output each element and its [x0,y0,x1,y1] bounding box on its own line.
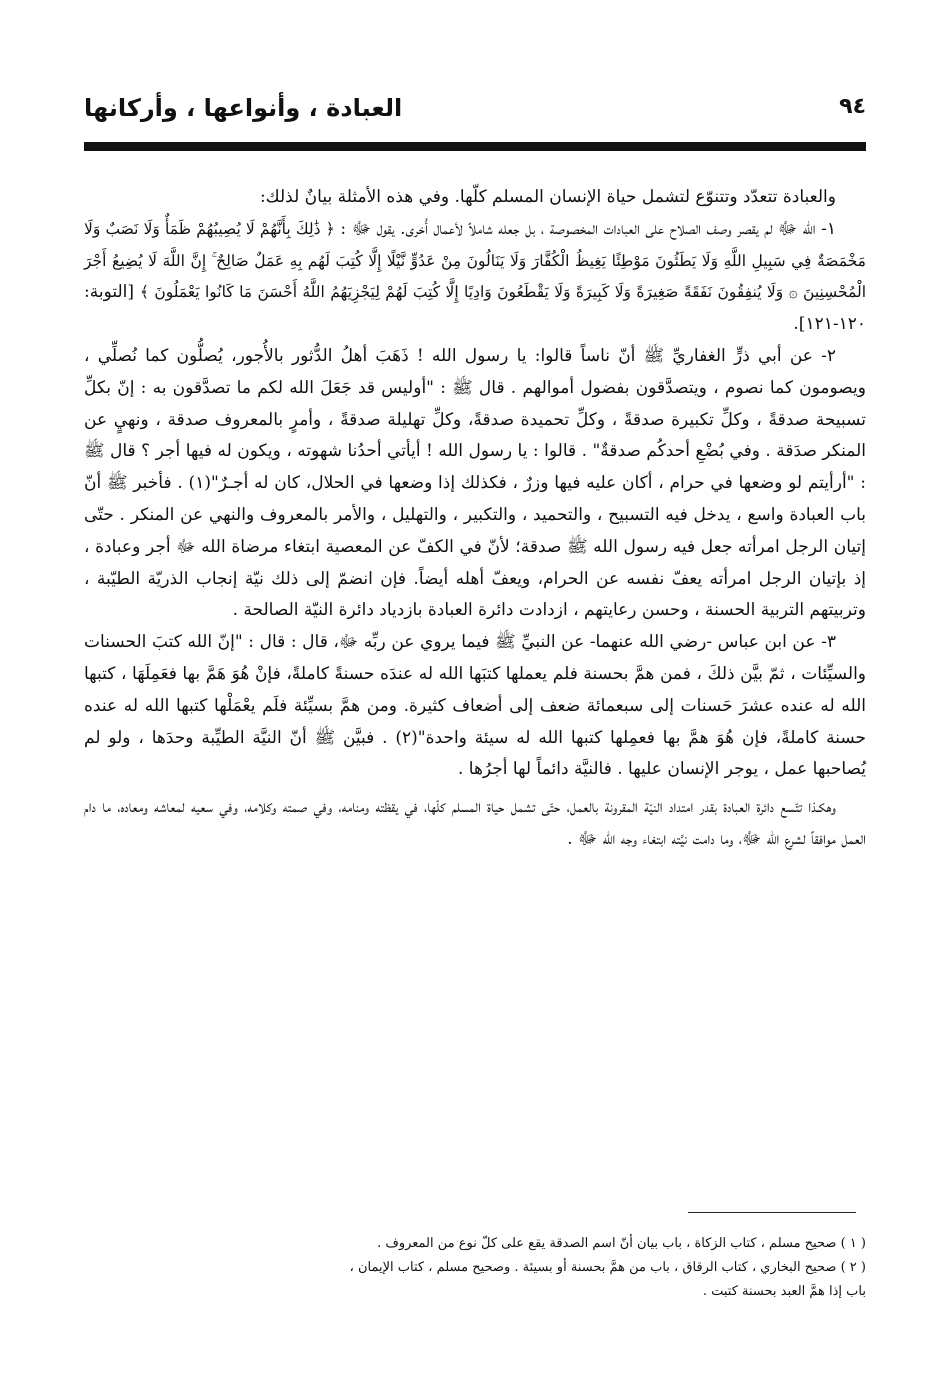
paragraph-3: ٣- عن ابن عباس -رضي الله عنهما- عن النبيِّ ﷺ فيما يروي عن ربِّه ﷻ، قال : قال : "إنّ الله كتبَ الحسنات والسيِّئات ، ثمّ بيَّن ذلكَ ، فمن همَّ بحسنة فلم يعملها كتبَها الله له عندَه حسنةً كاملةً، فإنْ هُوَ هَمَّ بها فعَمِلَهَا ، كتبها الله له عنده عشرَ حَسنات إلى سبعمائة ضعف إلى أضعاف كثيرة. ومن همَّ بسيِّئة فلَم يعْمَلْها كتبها الله له عنده حسنة كاملةً، فإن هُوَ همَّ بها فعمِلها كتبها الله له سيئة واحدة"(٢) . فبيَّن ﷺ أنّ النيَّة الطيِّبة وحدَها ، ولو لم يُصاحبها عمل ، يوجر الإنسان عليها . فالنيَّة دائماً لها أجرُها . [84,632,866,780]
paragraph-1-text: ١- الله ﷻ لم يقصر وصف الصلاح على العبادات المخصوصة ، بل جعله شاملاً لأعمال أُخرى. يقول ﷻ : [340,218,837,239]
paragraph-1 [84,214,866,341]
running-title: العبادة ، وأنواعها ، وأركانها [84,94,403,122]
footnote-rule [688,1212,856,1213]
paragraph-2: ٢- عن أبي ذرٍّ الغفاريِّ ﷺ أنّ ناساً قالوا: يا رسول الله ! ذَهَبَ أهلُ الدُّثور بالأُجور، يُصلُّون كما نُصلِّي ، ويصومون كما نصوم ، ويتصدَّقون بفضول أموالهم . قال ﷺ : "أوليس قد جَعَلَ الله لكم ما تصدَّقون به : إنّ بكلِّ تسبيحة صدقةً ، وكلِّ تكبيرة صدقةً ، وكلِّ تحميدة صدقةً، وكلِّ تهليلة صدقةً ، وأمرٍ بالمعروف صدقة ، ونهيٍ عن المنكر صدَقة . وفي بُضْعِ أحدكُم صدقةٌ" . قالوا : يا رسول الله ! أيأتي أحدُنا شهوته ، ويكون له فيها أجر ؟ قال ﷺ : "أرأيتم لو وضعها في حرام ، أكان عليه فيها وزرٌ ، فكذلك إذا وضعها في الحلال، كان له أجـرٌ"(١) . فأخبر ﷺ أنّ باب العبادة واسع ، يدخل فيه التسبيح ، والتحميد ، والتكبير ، والتهليل ، والأمر بالمعروف والنهي عن المنكر . حتّى إتيان الرجل امرأته جعل فيه رسول الله ﷺ صدقة؛ لأنّ في الكفّ عن المعصية ابتغاء مرضاة الله ﷻ أجر وعبادة ، إذ بإتيان الرجل امرأته يعفّ نفسه عن الحرام، ويعفّ أهله أيضاً. فإن انضمّ إلى ذلك نيّة إنجاب الذريّة الطيّبة ، وتربيتهم التربية الحسنة ، وحسن رعايتهم ، ازدادت دائرة العبادة بازدياد دائرة النيّة الصالحة . [84,345,866,621]
intro-paragraph: والعبادة تتعدّد وتتنوّع لتشمل حياة الإنسان المسلم كلّها. وفي هذه الأمثلة بيانٌ لذلك: [259,187,836,207]
paragraph-4: وهكـذا تتّسع دائرة العبادة بقدر امتداد النيّة المقرونة بالعمل، حتّى تشمل حياة المسلم كلّها، في يقظته ومنامه، وفي صمته وكلامه، وفي سعيه لمعاشه ومعاده، ما دام العمل موافقاً لشرع الله ﷻ، وما دامت نيَّته ابتغاء وجه الله ﷻ . [84,797,866,849]
footnotes [84,1232,866,1304]
main-text [84,182,866,856]
page-header [84,94,866,134]
header-rule [84,142,866,151]
footnote-2-line-1: ( ٢ ) صحيح البخاري ، كتاب الرقاق ، باب من همَّ بحسنة أو بسيئة . وصحيح مسلم ، كتاب الإيمان ، [349,1260,866,1275]
quran-quote: ﴿ ذَٰلِكَ بِأَنَّهُمْ لَا يُصِيبُهُمْ ظَمَأٌ وَلَا نَصَبٌ وَلَا مَخْمَصَةٌ فِي سَبِيلِ اللَّهِ وَلَا يَطَئُونَ مَوْطِئًا يَغِيظُ الْكُفَّارَ وَلَا يَنَالُونَ مِنْ عَدُوٍّ نَّيْلًا إِلَّا كُتِبَ لَهُم بِهِ عَمَلٌ صَالِحٌ ۚ إِنَّ اللَّهَ لَا يُضِيعُ أَجْرَ الْمُحْسِنِينَ ۞ وَلَا يُنفِقُونَ نَفَقَةً صَغِيرَةً وَلَا كَبِيرَةً وَلَا يَقْطَعُونَ وَادِيًا إِلَّا كُتِبَ لَهُمْ لِيَجْزِيَهُمُ اللَّهُ أَحْسَنَ مَا كَانُوا يَعْمَلُونَ ﴾ [84,219,866,302]
footnote-1: ( ١ ) صحيح مسلم ، كتاب الزكاة ، باب بيان أنّ اسم الصدقة يقع على كلّ نوع من المعروف . [377,1236,866,1251]
quran-reference: [التوبة: ١٢٠-١٢١]. [84,282,866,335]
page-number: ٩٤ [839,94,866,119]
footnote-2-line-2: باب إذا همَّ العبد بحسنة كتبت . [702,1284,866,1299]
